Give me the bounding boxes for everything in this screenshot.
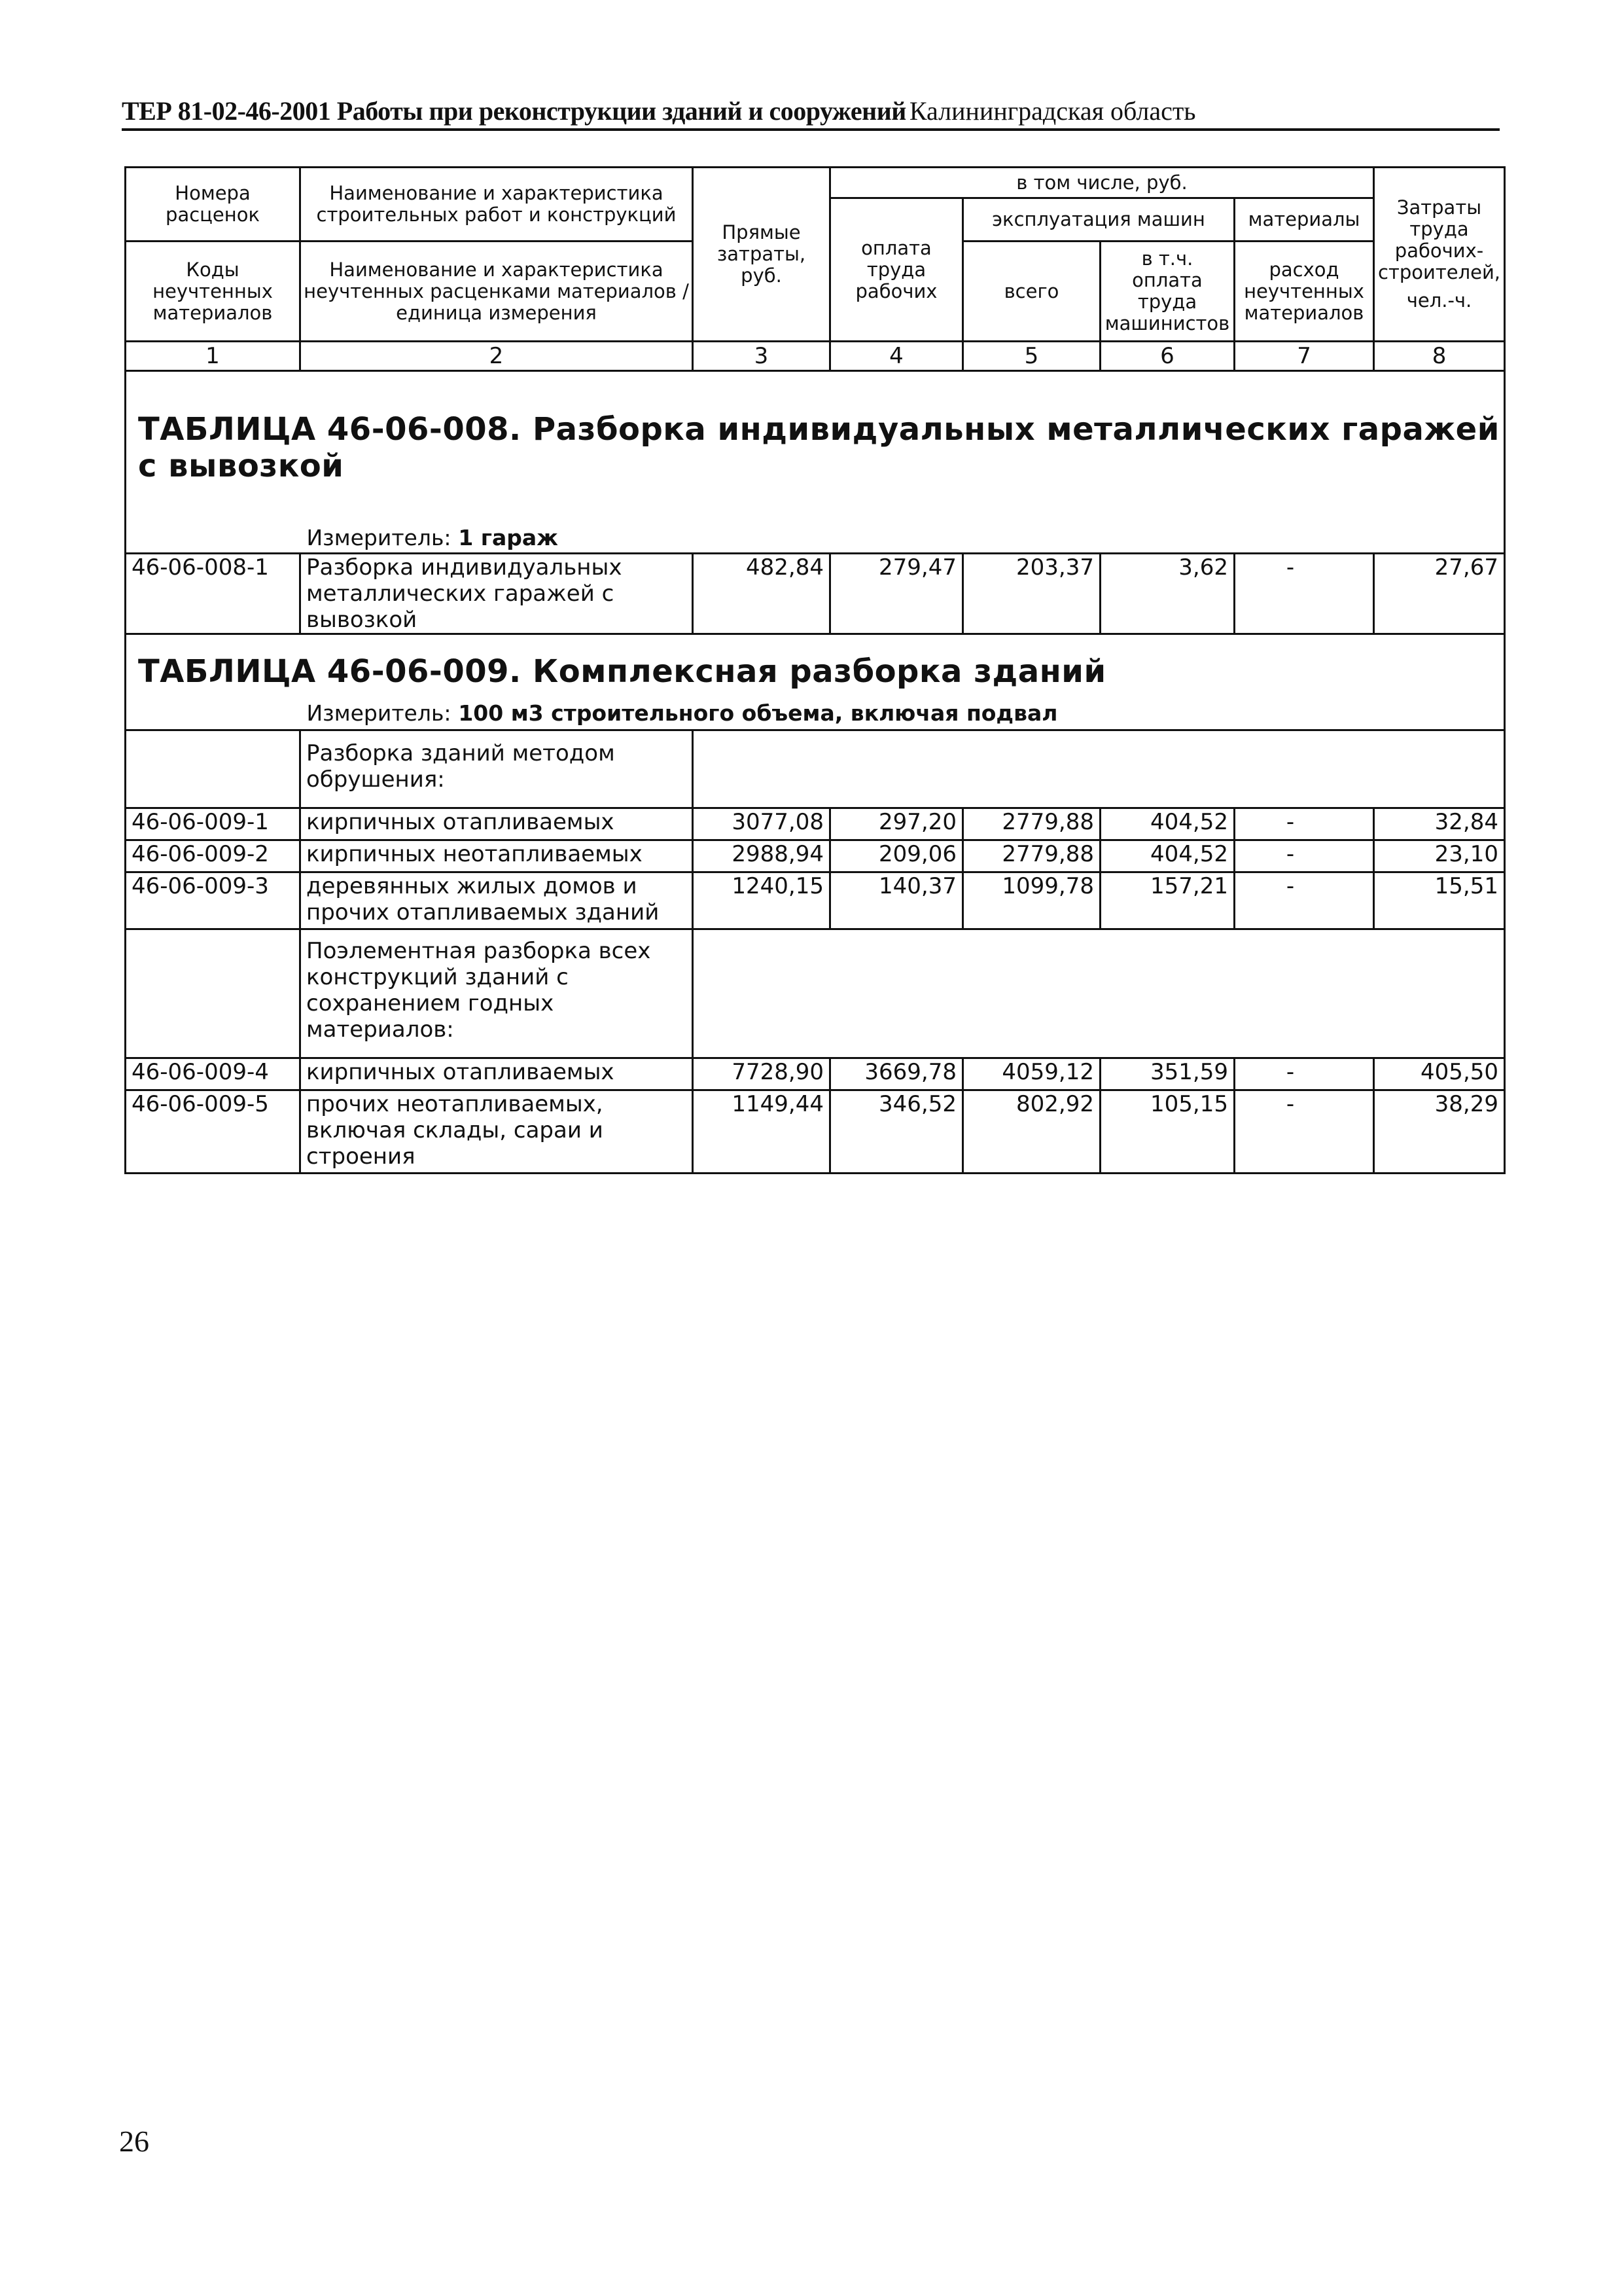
- labor-hours: 32,84: [1374, 808, 1505, 840]
- meter-label: Измеритель:: [306, 700, 451, 726]
- col-index: 2: [300, 342, 693, 371]
- machines-head: эксплуатация машин: [963, 198, 1235, 242]
- materials-value: -: [1235, 554, 1374, 634]
- meter-value: 100 м3 строительного объема, включая подвал: [458, 700, 1058, 726]
- labor-hours: 23,10: [1374, 840, 1505, 872]
- col6-head: в т.ч. оплата труда машинистов: [1101, 242, 1235, 342]
- workers-pay: 346,52: [830, 1090, 963, 1174]
- rate-code: 46-06-009-2: [126, 840, 300, 872]
- col8-head: [1374, 168, 1505, 342]
- section-title-row: [126, 634, 1505, 701]
- rate-code: 46-06-009-4: [126, 1058, 300, 1090]
- work-name: деревянных жилых домов и прочих отапливаемых зданий: [300, 872, 693, 929]
- machinists-pay: 351,59: [1101, 1058, 1235, 1090]
- materials-value: -: [1235, 1090, 1374, 1174]
- rate-code: 46-06-008-1: [126, 554, 300, 634]
- machines-total: 2779,88: [963, 840, 1101, 872]
- price-table: [124, 166, 1506, 1174]
- rate-code: 46-06-009-5: [126, 1090, 300, 1174]
- table-row: [126, 872, 1505, 929]
- rate-code: 46-06-009-3: [126, 872, 300, 929]
- machinists-pay: 404,52: [1101, 840, 1235, 872]
- col8-head-unit: чел.-ч.: [1406, 289, 1472, 312]
- col2-head-top: Наименование и характеристика строительных работ и конструкций: [300, 168, 693, 242]
- page-number: 26: [119, 2125, 149, 2158]
- document-title: ТЕР 81-02-46-2001 Работы при реконструкции зданий и сооружений: [122, 96, 906, 126]
- group-title: Поэлементная разборка всех конструкций зданий с сохранением годных материалов:: [300, 929, 693, 1058]
- machinists-pay: 105,15: [1101, 1090, 1235, 1174]
- work-name: Разборка индивидуальных металлических гаражей с вывозкой: [300, 554, 693, 634]
- work-name: кирпичных неотапливаемых: [300, 840, 693, 872]
- machines-total: 4059,12: [963, 1058, 1101, 1090]
- workers-pay: 140,37: [830, 872, 963, 929]
- section-title: ТАБЛИЦА 46-06-008. Разборка индивидуальных металлических гаражей с вывозкой: [138, 411, 1500, 484]
- col-index: 3: [693, 342, 830, 371]
- meter-label: Измеритель:: [306, 525, 451, 550]
- direct-costs: 482,84: [693, 554, 830, 634]
- col-index: 4: [830, 342, 963, 371]
- section-title-cell: [126, 371, 1505, 526]
- col-index: 7: [1235, 342, 1374, 371]
- workers-pay: 297,20: [830, 808, 963, 840]
- header-row-1: [126, 168, 1505, 198]
- meter-row: [126, 525, 1505, 554]
- col1-head-top: Номера расценок: [126, 168, 300, 242]
- table-row: [126, 1058, 1505, 1090]
- direct-costs: 1149,44: [693, 1090, 830, 1174]
- materials-value: -: [1235, 808, 1374, 840]
- materials-head: материалы: [1235, 198, 1374, 242]
- workers-pay: 279,47: [830, 554, 963, 634]
- col8-head-label: Затраты труда рабочих-строителей,: [1378, 196, 1501, 283]
- materials-value: -: [1235, 840, 1374, 872]
- table-row: [126, 840, 1505, 872]
- machines-total: 802,92: [963, 1090, 1101, 1174]
- table-row: [126, 1090, 1505, 1174]
- page-header: [122, 96, 1500, 131]
- col-index: 8: [1374, 342, 1505, 371]
- materials-value: -: [1235, 1058, 1374, 1090]
- labor-hours: 405,50: [1374, 1058, 1505, 1090]
- section-title-cell: [126, 634, 1505, 701]
- workers-pay: 209,06: [830, 840, 963, 872]
- work-name: кирпичных отапливаемых: [300, 808, 693, 840]
- col3-head: Прямые затраты, руб.: [693, 168, 830, 342]
- direct-costs: 3077,08: [693, 808, 830, 840]
- labor-hours: 38,29: [1374, 1090, 1505, 1174]
- col2-head-bottom: Наименование и характеристика неучтенных расценками материалов / единица измерения: [300, 242, 693, 342]
- direct-costs: 2988,94: [693, 840, 830, 872]
- machines-total: 203,37: [963, 554, 1101, 634]
- section-title-row: [126, 371, 1505, 526]
- machines-total: 2779,88: [963, 808, 1101, 840]
- labor-hours: 27,67: [1374, 554, 1505, 634]
- direct-costs: 7728,90: [693, 1058, 830, 1090]
- col5-head: всего: [963, 242, 1101, 342]
- machinists-pay: 157,21: [1101, 872, 1235, 929]
- table-row: [126, 554, 1505, 634]
- direct-costs: 1240,15: [693, 872, 830, 929]
- meter-value: 1 гараж: [458, 525, 559, 550]
- group-row: [126, 929, 1505, 1058]
- meter-cell: [300, 700, 1505, 730]
- machinists-pay: 3,62: [1101, 554, 1235, 634]
- machinists-pay: 404,52: [1101, 808, 1235, 840]
- table-row: [126, 808, 1505, 840]
- col7-head: расход неучтенных материалов: [1235, 242, 1374, 342]
- work-name: кирпичных отапливаемых: [300, 1058, 693, 1090]
- work-name: прочих неотапливаемых, включая склады, сараи и строения: [300, 1090, 693, 1174]
- labor-hours: 15,51: [1374, 872, 1505, 929]
- col1-head-bottom: Коды неучтенных материалов: [126, 242, 300, 342]
- column-index-row: [126, 342, 1505, 371]
- group-title: Разборка зданий методом обрушения:: [300, 730, 693, 808]
- col-index: 6: [1101, 342, 1235, 371]
- col4-head: оплата труда рабочих: [830, 198, 963, 342]
- materials-value: -: [1235, 872, 1374, 929]
- col-index: 1: [126, 342, 300, 371]
- rate-code: 46-06-009-1: [126, 808, 300, 840]
- including-head: в том числе, руб.: [830, 168, 1374, 198]
- section-title: ТАБЛИЦА 46-06-009. Комплексная разборка зданий: [138, 653, 1106, 690]
- group-row: [126, 730, 1505, 808]
- meter-row: [126, 700, 1505, 730]
- workers-pay: 3669,78: [830, 1058, 963, 1090]
- region-name: Калининградская область: [909, 96, 1196, 126]
- col-index: 5: [963, 342, 1101, 371]
- meter-cell: [300, 525, 1505, 554]
- machines-total: 1099,78: [963, 872, 1101, 929]
